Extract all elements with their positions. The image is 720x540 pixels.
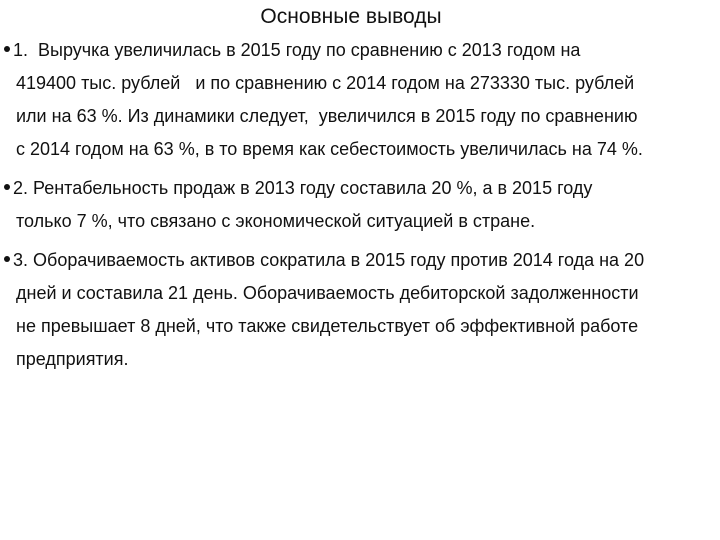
conclusion-line: не превышает 8 дней, что также свидетельствует об эффективной работе xyxy=(16,316,639,336)
conclusion-line: 2. Рентабельность продаж в 2013 году составила 20 %, а в 2015 году xyxy=(13,178,593,198)
bullet-icon xyxy=(4,46,10,52)
conclusion-item-2 xyxy=(4,172,716,238)
conclusion-line: только 7 %, что связано с экономической ситуацией в стране. xyxy=(16,211,536,231)
conclusion-item-3 xyxy=(4,244,716,376)
conclusion-line: дней и составила 21 день. Оборачиваемость дебиторской задолженности xyxy=(16,283,639,303)
conclusion-line: 3. Оборачиваемость активов сократила в 2015 году против 2014 года на 20 xyxy=(13,250,645,270)
bullet-icon xyxy=(4,256,10,262)
conclusion-line: 1. Выручка увеличилась в 2015 году по сравнению с 2013 годом на xyxy=(13,40,581,60)
conclusion-line: 419400 тыс. рублей и по сравнению с 2014 годом на 273330 тыс. рублей xyxy=(16,73,635,93)
conclusion-item-1 xyxy=(4,34,716,166)
conclusion-line: или на 63 %. Из динамики следует, увеличился в 2015 году по сравнению xyxy=(16,106,638,126)
bullet-icon xyxy=(4,184,10,190)
conclusions-list xyxy=(4,34,716,382)
slide-title: Основные выводы xyxy=(260,5,442,28)
conclusion-line: предприятия. xyxy=(16,349,129,369)
conclusion-line: с 2014 годом на 63 %, в то время как себестоимость увеличилась на 74 %. xyxy=(16,139,643,159)
